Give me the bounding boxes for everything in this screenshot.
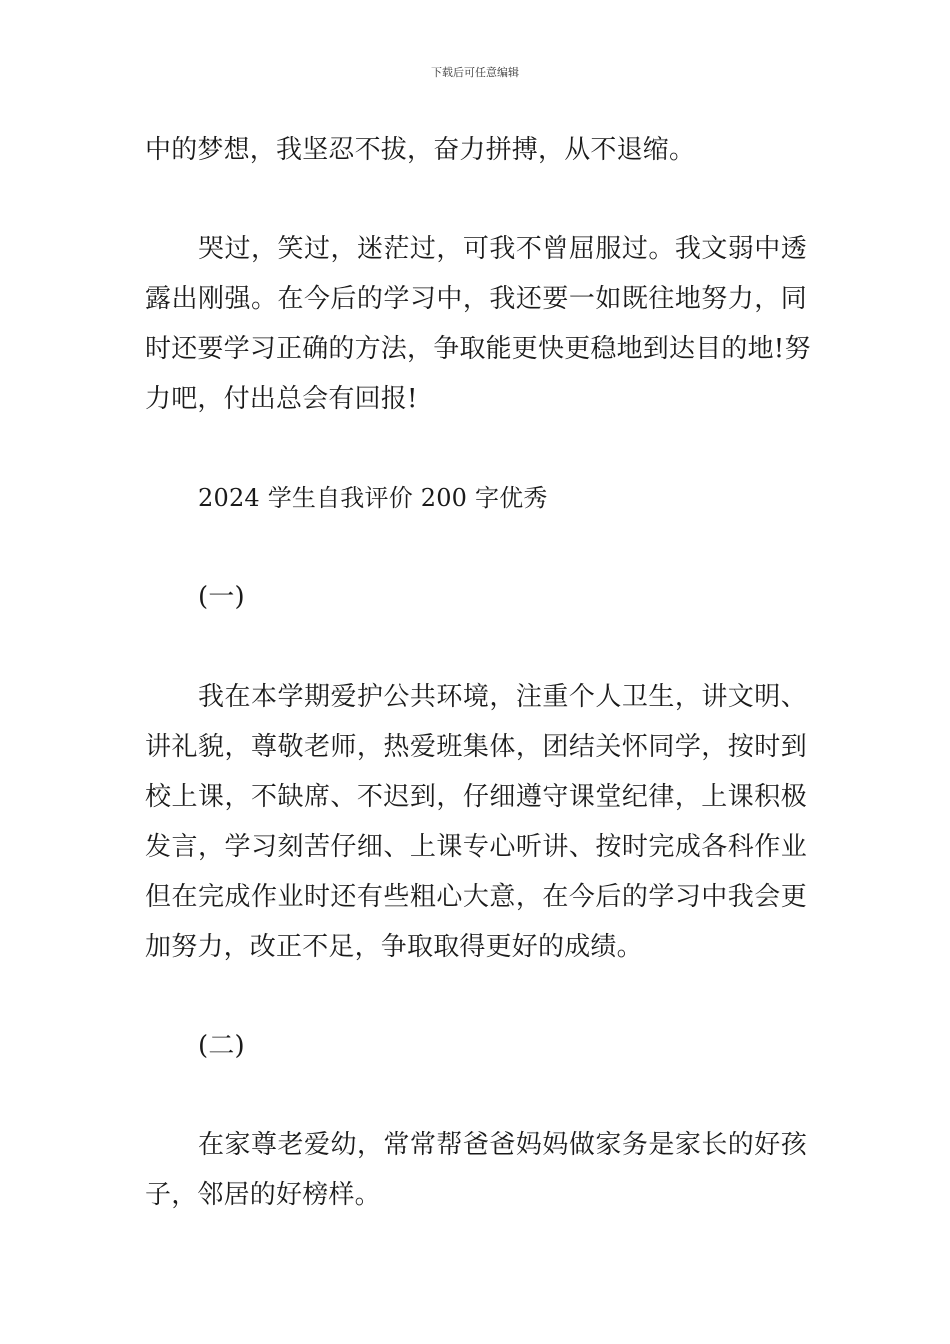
section-title: 2024 学生自我评价 200 字优秀 <box>198 484 548 512</box>
paragraph-line: 讲礼貌，尊敬老师，热爱班集体，团结关怀同学，按时到 <box>145 732 807 762</box>
paragraph-line: 力吧，付出总会有回报! <box>145 384 418 414</box>
paragraph-line: 在家尊老爱幼，常常帮爸爸妈妈做家务是家长的好孩 <box>198 1130 807 1160</box>
paragraph-line: 露出刚强。在今后的学习中，我还要一如既往地努力，同 <box>145 284 807 314</box>
paragraph-line: 中的梦想，我坚忍不拔，奋力拼搏，从不退缩。 <box>145 135 696 165</box>
paragraph-line: 哭过，笑过，迷茫过，可我不曾屈服过。我文弱中透 <box>198 234 807 264</box>
paragraph-line: 子，邻居的好榜样。 <box>145 1180 381 1210</box>
section-number: (二) <box>198 1031 245 1061</box>
paragraph-line: 加努力，改正不足，争取取得更好的成绩。 <box>145 932 643 962</box>
paragraph-line: 我在本学期爱护公共环境，注重个人卫生，讲文明、 <box>198 682 807 712</box>
page-header-note: 下载后可任意编辑 <box>431 66 519 79</box>
paragraph-line: 校上课，不缺席、不迟到，仔细遵守课堂纪律，上课积极 <box>145 782 807 812</box>
paragraph-line: 时还要学习正确的方法，争取能更快更稳地到达目的地!努 <box>145 334 811 364</box>
paragraph-line: 发言，学习刻苦仔细、上课专心听讲、按时完成各科作业 <box>145 832 807 862</box>
paragraph-line: 但在完成作业时还有些粗心大意，在今后的学习中我会更 <box>145 882 807 912</box>
section-number: (一) <box>198 582 245 612</box>
